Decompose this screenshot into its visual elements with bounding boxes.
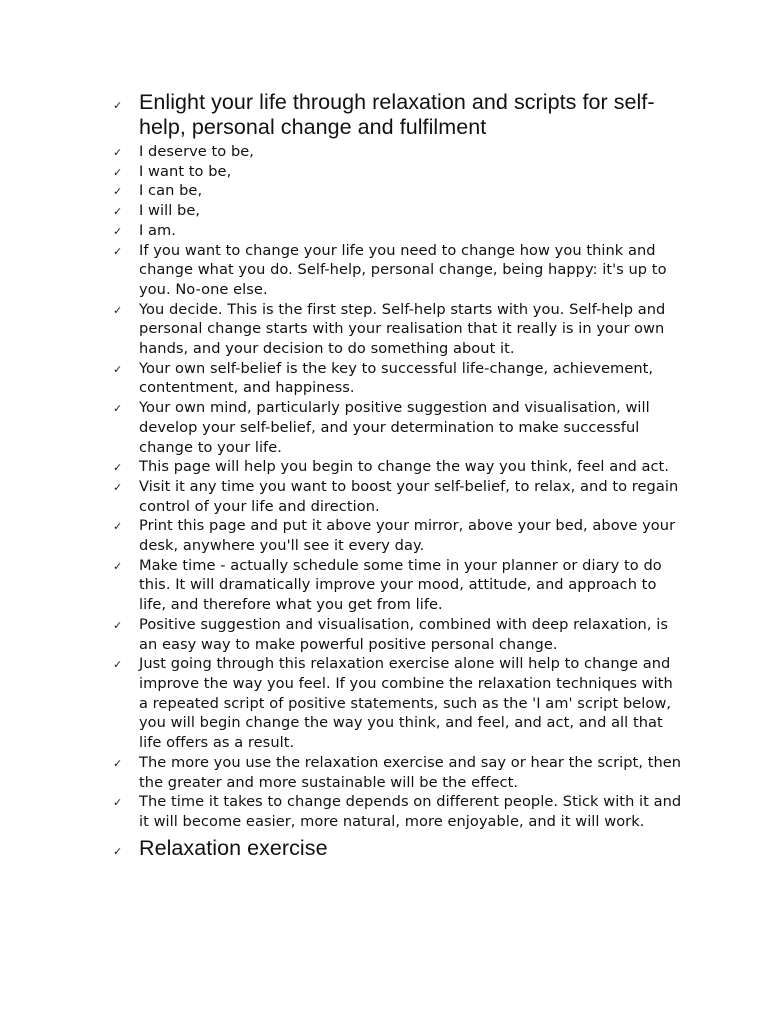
list-item (113, 477, 683, 516)
heading-list-item (113, 836, 683, 861)
item-text: The more you use the relaxation exercise and say or hear the script, then the greater and more sustainable will be the effect. (139, 753, 682, 791)
item-text: I am. (139, 221, 176, 239)
check-mark-icon: ✓ (113, 244, 123, 258)
check-mark-icon: ✓ (113, 402, 123, 416)
list-item (113, 457, 683, 477)
check-mark-icon: ✓ (113, 224, 123, 238)
check-mark-icon: ✓ (113, 559, 123, 573)
check-mark-icon: ✓ (113, 520, 123, 534)
item-text: I will be, (139, 202, 201, 220)
list-item (113, 181, 683, 201)
item-text: Just going through this relaxation exercise alone will help to change and improve the way you feel. If you combine the relaxation techniques with a repeated script of positive statements, such as the 'I am' script below, you will begin change the way you think, and feel, and act, and all that life offers as a result. (139, 655, 673, 752)
item-text: If you want to change your life you need to change how you think and change what you do. Self-help, personal change, being happy: it's up to you. No-one else. (139, 241, 667, 298)
list-item (113, 201, 683, 221)
heading-text: Enlight your life through relaxation and scripts for self-help, personal change and fulfilment (139, 90, 655, 139)
check-mark-icon: ✓ (113, 205, 123, 219)
list-item (113, 516, 683, 555)
check-mark-icon: ✓ (113, 165, 123, 179)
item-text: I deserve to be, (139, 143, 254, 160)
check-mark-icon: ✓ (113, 99, 123, 112)
check-mark-icon: ✓ (113, 185, 123, 199)
check-mark-icon: ✓ (113, 756, 123, 770)
check-mark-icon: ✓ (113, 618, 123, 632)
item-text: Print this page and put it above your mirror, above your bed, above your desk, anywhere you'll see it every day. (139, 517, 676, 555)
check-mark-icon: ✓ (113, 658, 123, 672)
list-item (113, 398, 683, 457)
list-item (113, 162, 683, 182)
list-item (113, 300, 683, 359)
check-mark-icon: ✓ (113, 303, 123, 317)
list-item (113, 654, 683, 753)
item-text: Your own self-belief is the key to successful life-change, achievement, contentment, and happiness. (139, 359, 654, 397)
check-mark-icon: ✓ (113, 461, 123, 475)
check-mark-icon: ✓ (113, 844, 123, 858)
list-item (113, 221, 683, 241)
item-text: I can be, (139, 182, 203, 200)
item-text: The time it takes to change depends on different people. Stick with it and it will become easier, more natural, more enjoyable, and it will work. (139, 793, 682, 830)
list-item (113, 241, 683, 300)
item-text: Make time - actually schedule some time in your planner or diary to do this. It will dramatically improve your mood, attitude, and approach to life, and therefore what you get from life. (139, 556, 662, 614)
check-mark-icon: ✓ (113, 146, 123, 159)
check-mark-icon: ✓ (113, 362, 123, 376)
item-text: I want to be, (139, 162, 232, 180)
list-item (113, 142, 683, 162)
heading-text: Relaxation exercise (139, 835, 328, 860)
checklist (113, 90, 683, 863)
list-item (113, 556, 683, 615)
check-mark-icon: ✓ (113, 480, 123, 494)
heading-list-item (113, 90, 683, 140)
item-text: Your own mind, particularly positive suggestion and visualisation, will develop your self-belief, and your determination to make successful change to your life. (139, 399, 650, 456)
list-item (113, 615, 683, 654)
check-mark-icon: ✓ (113, 796, 123, 810)
item-text: This page will help you begin to change the way you think, feel and act. (139, 458, 670, 476)
item-text: Visit it any time you want to boost your self-belief, to relax, and to regain control of your life and direction. (139, 477, 679, 515)
item-text: Positive suggestion and visualisation, combined with deep relaxation, is an easy way to make powerful positive personal change. (139, 615, 668, 653)
list-item (113, 792, 683, 831)
list-item (113, 753, 683, 792)
item-text: You decide. This is the first step. Self-help starts with you. Self-help and personal change starts with your realisation that it really is in your own hands, and your decision to do something about it. (139, 300, 666, 358)
list-item (113, 359, 683, 398)
